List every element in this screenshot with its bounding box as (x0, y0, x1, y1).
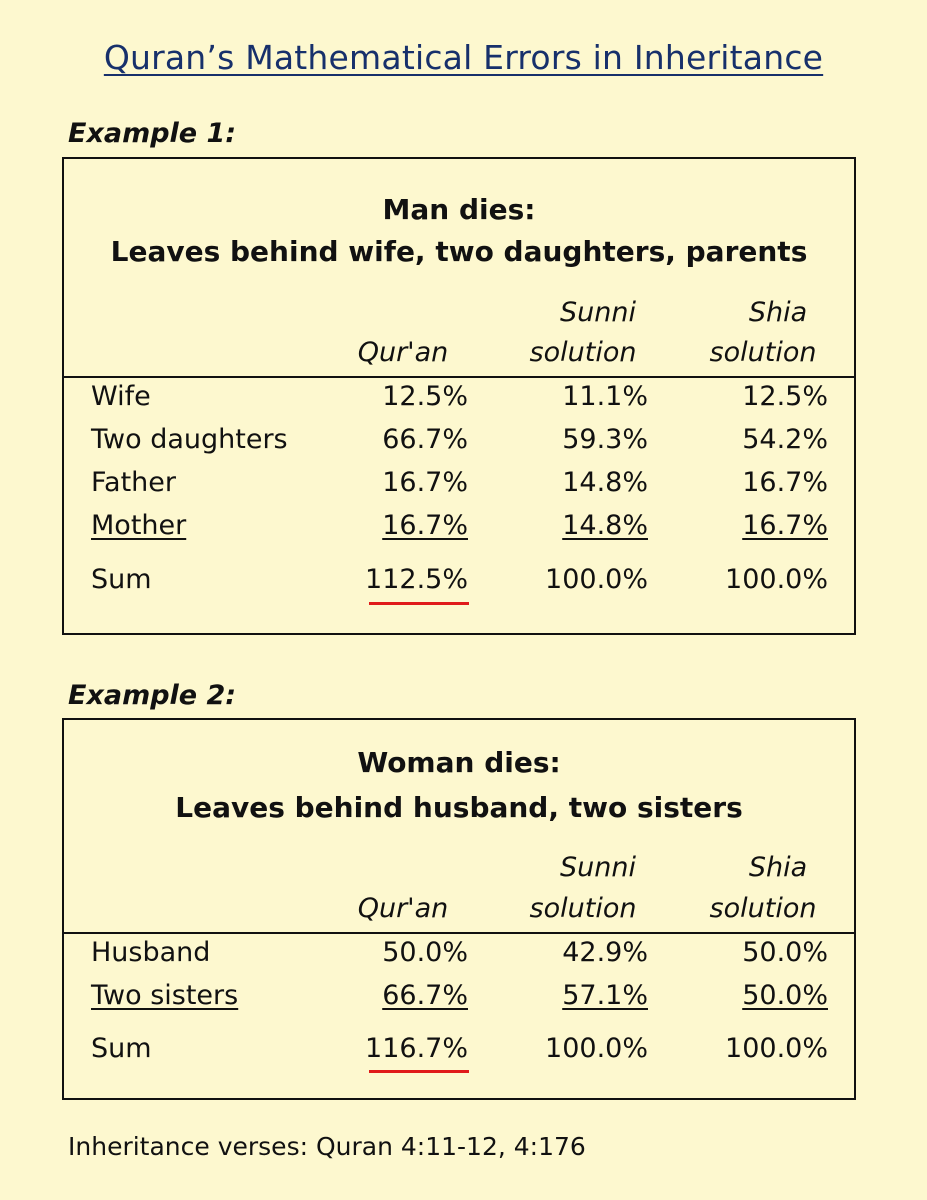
example-1-heading-line1: Man dies: (382, 193, 536, 226)
sunni-value (508, 510, 648, 541)
sunni-value: 42.9% (562, 937, 648, 968)
quran-value: 16.7% (382, 467, 468, 498)
shia-value-text: 50.0% (742, 980, 828, 1011)
table-row (64, 467, 854, 505)
table-row (64, 381, 854, 419)
row-label: Mother (91, 510, 187, 541)
row-label: Wife (91, 381, 151, 412)
shia-sum: 100.0% (725, 564, 828, 595)
example-1-heading-line2: Leaves behind wife, two daughters, parents (110, 235, 808, 268)
row-label: Two daughters (91, 424, 288, 455)
example-1-col-shia-line2: solution (709, 337, 817, 368)
example-2-heading-line2: Leaves behind husband, two sisters (175, 791, 743, 824)
example-2-label: Example 2: (68, 680, 237, 711)
error-underline (369, 602, 469, 605)
sunni-value: 59.3% (562, 424, 648, 455)
shia-value (688, 510, 828, 541)
quran-value (328, 510, 468, 541)
sunni-value-text: 14.8% (562, 510, 648, 541)
shia-value: 50.0% (742, 937, 828, 968)
sunni-sum: 100.0% (545, 564, 648, 595)
example-2-heading-line1: Woman dies: (357, 746, 561, 779)
footnote: Inheritance verses: Quran 4:11-12, 4:176 (68, 1132, 586, 1161)
quran-value (328, 980, 468, 1011)
sunni-value (508, 980, 648, 1011)
shia-sum: 100.0% (725, 1033, 828, 1064)
table-row (64, 980, 854, 1018)
quran-value-text: 66.7% (382, 980, 468, 1011)
sunni-value: 11.1% (562, 381, 648, 412)
example-2-col-sunni-line2: solution (529, 893, 637, 924)
quran-sum: 116.7% (365, 1033, 468, 1064)
sum-label: Sum (91, 564, 152, 595)
page-title (0, 38, 927, 77)
sum-label: Sum (91, 1033, 152, 1064)
sum-row (64, 1033, 854, 1071)
sunni-value: 14.8% (562, 467, 648, 498)
quran-value: 66.7% (382, 424, 468, 455)
row-label: Two sisters (91, 980, 239, 1011)
example-1-col-sunni-line1: Sunni (560, 297, 636, 328)
example-2-col-shia-line1: Shia (748, 852, 808, 883)
row-label: Father (91, 467, 177, 498)
shia-value: 54.2% (742, 424, 828, 455)
example-2-table (62, 718, 856, 1100)
table-row (64, 424, 854, 462)
row-label: Husband (91, 937, 211, 968)
shia-value: 16.7% (742, 467, 828, 498)
error-underline (369, 1070, 469, 1073)
quran-value: 12.5% (382, 381, 468, 412)
example-2-divider (64, 932, 854, 934)
example-2-col-shia-line2: solution (709, 893, 817, 924)
example-2-col-quran: Qur'an (357, 893, 449, 924)
quran-value: 50.0% (382, 937, 468, 968)
example-1-label: Example 1: (68, 118, 237, 149)
example-1-col-sunni-line2: solution (529, 337, 637, 368)
sunni-value-text: 57.1% (562, 980, 648, 1011)
example-1-col-quran: Qur'an (357, 337, 449, 368)
shia-value: 12.5% (742, 381, 828, 412)
table-row (64, 937, 854, 975)
sunni-sum: 100.0% (545, 1033, 648, 1064)
example-1-divider (64, 376, 854, 378)
shia-value (688, 980, 828, 1011)
quran-value-text: 16.7% (382, 510, 468, 541)
shia-value-text: 16.7% (742, 510, 828, 541)
example-1-col-shia-line1: Shia (748, 297, 808, 328)
table-row (64, 510, 854, 548)
example-1-table (62, 157, 856, 635)
sum-row (64, 564, 854, 602)
page-title-text: Quran’s Mathematical Errors in Inheritance (103, 38, 824, 77)
quran-sum: 112.5% (365, 564, 468, 595)
example-2-col-sunni-line1: Sunni (560, 852, 636, 883)
